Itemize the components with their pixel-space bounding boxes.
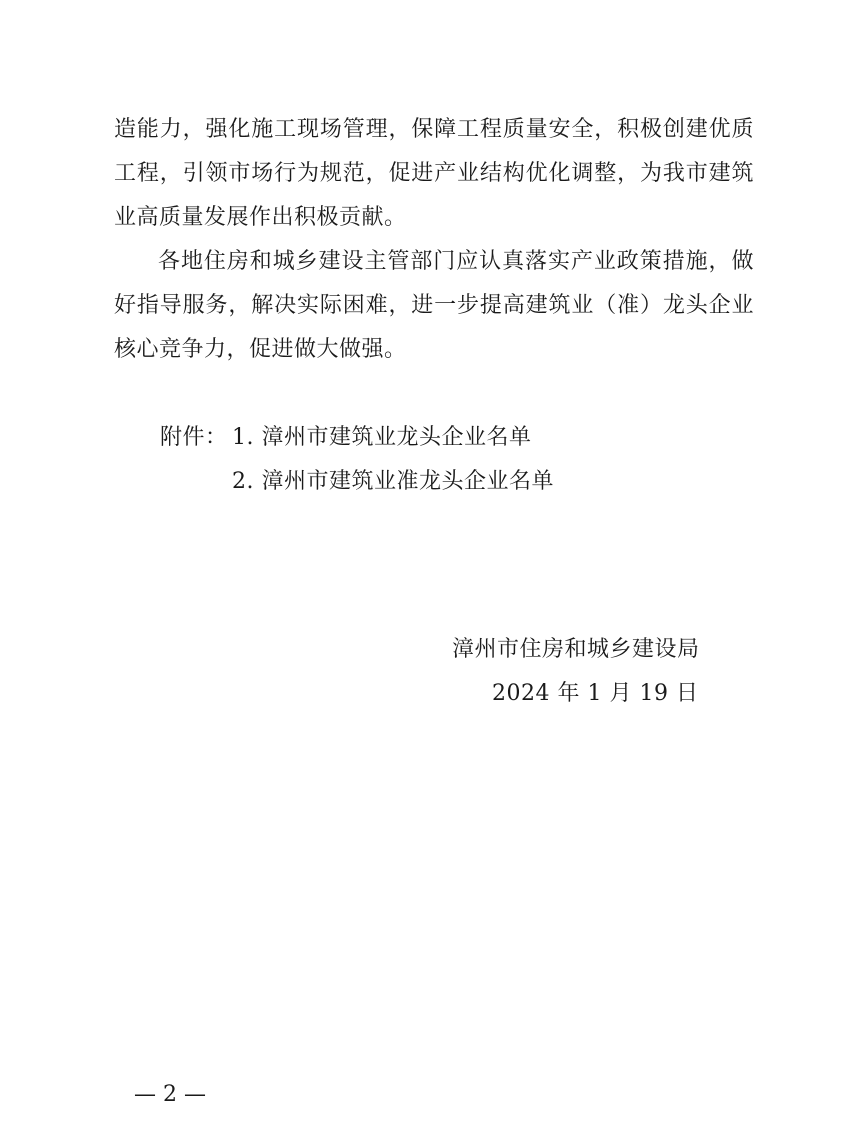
signature-block — [452, 628, 700, 716]
signature-date: 2024 年 1 月 19 日 — [492, 681, 699, 706]
attachment-item: 1. 漳州市建筑业龙头企业名单 — [232, 425, 532, 450]
body-paragraph-implementation: 各地住房和城乡建设主管部门应认真落实产业政策措施，做好指导服务，解决实际困难，进一步提高建筑业（准）龙头企业核心竞争力，促进做大做强。 — [114, 249, 754, 362]
page-number: — 2 — — [134, 1082, 206, 1107]
attachments-label: 附件： — [160, 425, 228, 450]
signature-organization: 漳州市住房和城乡建设局 — [452, 637, 700, 662]
attachment-row-1 — [160, 416, 554, 460]
body-paragraph-continuation: 造能力，强化施工现场管理，保障工程质量安全，积极创建优质工程，引领市场行为规范，促进产业结构优化调整，为我市建筑业高质量发展作出积极贡献。 — [114, 117, 754, 230]
attachment-item: 2. 漳州市建筑业准龙头企业名单 — [232, 469, 554, 494]
attachments-section — [160, 416, 554, 504]
attachment-row-2 — [160, 460, 554, 504]
